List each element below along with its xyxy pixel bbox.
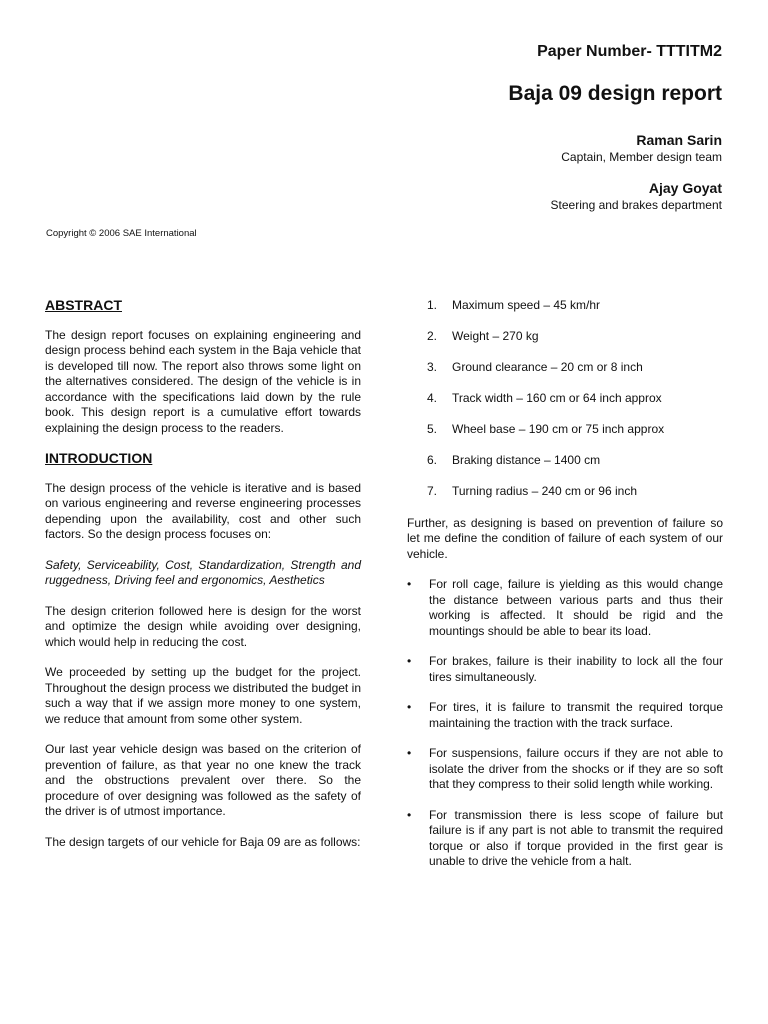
list-number: 3. xyxy=(427,360,438,374)
list-item xyxy=(407,453,723,469)
introduction-heading: INTRODUCTION xyxy=(45,450,153,466)
author-role: Captain, Member design team xyxy=(561,150,722,164)
list-item-text: Ground clearance – 20 cm or 8 inch xyxy=(452,360,643,374)
list-item-text: Wheel base – 190 cm or 75 inch approx xyxy=(452,422,665,436)
list-item xyxy=(407,808,723,870)
bullet-marker: • xyxy=(407,577,412,591)
list-number: 6. xyxy=(427,453,438,467)
list-number: 2. xyxy=(427,329,438,343)
failure-bullet-list xyxy=(407,577,723,870)
intro-paragraph: The design criterion followed here is design for the worst and optimize the design while avoiding over designing, which would help in reducing the cost. xyxy=(45,603,361,649)
bullet-marker: • xyxy=(407,807,412,822)
list-item-text: Weight – 270 kg xyxy=(452,329,539,343)
abstract-paragraph: The design report focuses on explaining engineering and design process behind each system in the Baja vehicle that is developed till now. The report also throws some light on the alternatives considered. The design of the vehicle is in accordance with the specifications laid down by the rule book. This design report is a cumulative effort towards explaining the design process to the readers. xyxy=(45,327,361,435)
intro-paragraph: Our last year vehicle design was based on the criterion of prevention of failure, as that year no one knew the track and the obstructions prevalent over there. So the procedure of over designing was followed as the safety of the driver is of utmost importance. xyxy=(45,742,361,818)
list-item xyxy=(407,484,723,500)
abstract-heading: ABSTRACT xyxy=(45,297,122,313)
list-item-text: For tires, it is failure to transmit the required torque maintaining the traction with the track surface. xyxy=(429,700,723,730)
document-title: Baja 09 design report xyxy=(508,82,722,105)
list-item xyxy=(407,422,723,438)
copyright-notice: Copyright © 2006 SAE International xyxy=(46,228,197,239)
intro-paragraph: The design process of the vehicle is iterative and is based on various engineering and reverse engineering processes depending upon the availability, cost and other such factors. So the design process focuses on: xyxy=(45,480,361,541)
author-role: Steering and brakes department xyxy=(550,198,722,212)
design-targets-list xyxy=(407,298,723,500)
list-item-text: For suspensions, failure occurs if they are not able to isolate the driver from the shocks or if they are so soft that they compress to their solid length while working. xyxy=(429,746,723,791)
intro-paragraph: The design targets of our vehicle for Baja 09 are as follows: xyxy=(45,834,361,849)
list-number: 5. xyxy=(427,422,438,436)
bullet-marker: • xyxy=(407,746,412,760)
list-item-text: Braking distance – 1400 cm xyxy=(452,453,601,467)
list-item-text: For roll cage, failure is yielding as this would change the distance between various parts and thus their working is affected. It should be rigid and the mountings should be able to bear its load. xyxy=(429,577,723,638)
list-item-text: Maximum speed – 45 km/hr xyxy=(452,298,601,312)
bullet-marker: • xyxy=(407,700,412,714)
list-number: 1. xyxy=(427,298,438,312)
list-item xyxy=(407,577,723,639)
right-column xyxy=(407,298,723,885)
list-item xyxy=(407,654,723,685)
intro-paragraph: We proceeded by setting up the budget for the project. Throughout the design process we distributed the budget in such a way that if we assign more money to one system, we reduce that amount from some other system. xyxy=(45,665,361,726)
left-column xyxy=(45,298,361,865)
list-item-text: Turning radius – 240 cm or 96 inch xyxy=(452,484,637,498)
list-number: 4. xyxy=(427,391,438,405)
list-item-text: Track width – 160 cm or 64 inch approx xyxy=(452,391,662,405)
bullet-marker: • xyxy=(407,654,412,668)
list-item xyxy=(407,298,723,314)
author-name: Raman Sarin xyxy=(636,132,722,148)
list-item xyxy=(407,391,723,407)
list-item-text: For brakes, failure is their inability to lock all the four tires simultaneously. xyxy=(429,654,723,684)
failure-intro-paragraph: Further, as designing is based on prevention of failure so let me define the condition of failure of each system of our vehicle. xyxy=(407,515,723,561)
list-item-text: For transmission there is less scope of failure but failure is if any part is not able to transmit the required torque or also if torque provided in the first gear is unable to drive the vehicle from a halt. xyxy=(429,807,723,868)
paper-number: Paper Number- TTTITM2 xyxy=(537,43,722,60)
list-item xyxy=(407,360,723,376)
author-name: Ajay Goyat xyxy=(648,180,722,196)
intro-focus-list: Safety, Serviceability, Cost, Standardization, Strength and ruggedness, Driving feel and ergonomics, Aesthetics xyxy=(45,557,361,587)
list-item xyxy=(407,746,723,793)
list-item xyxy=(407,329,723,345)
list-item xyxy=(407,700,723,731)
list-number: 7. xyxy=(427,484,438,498)
